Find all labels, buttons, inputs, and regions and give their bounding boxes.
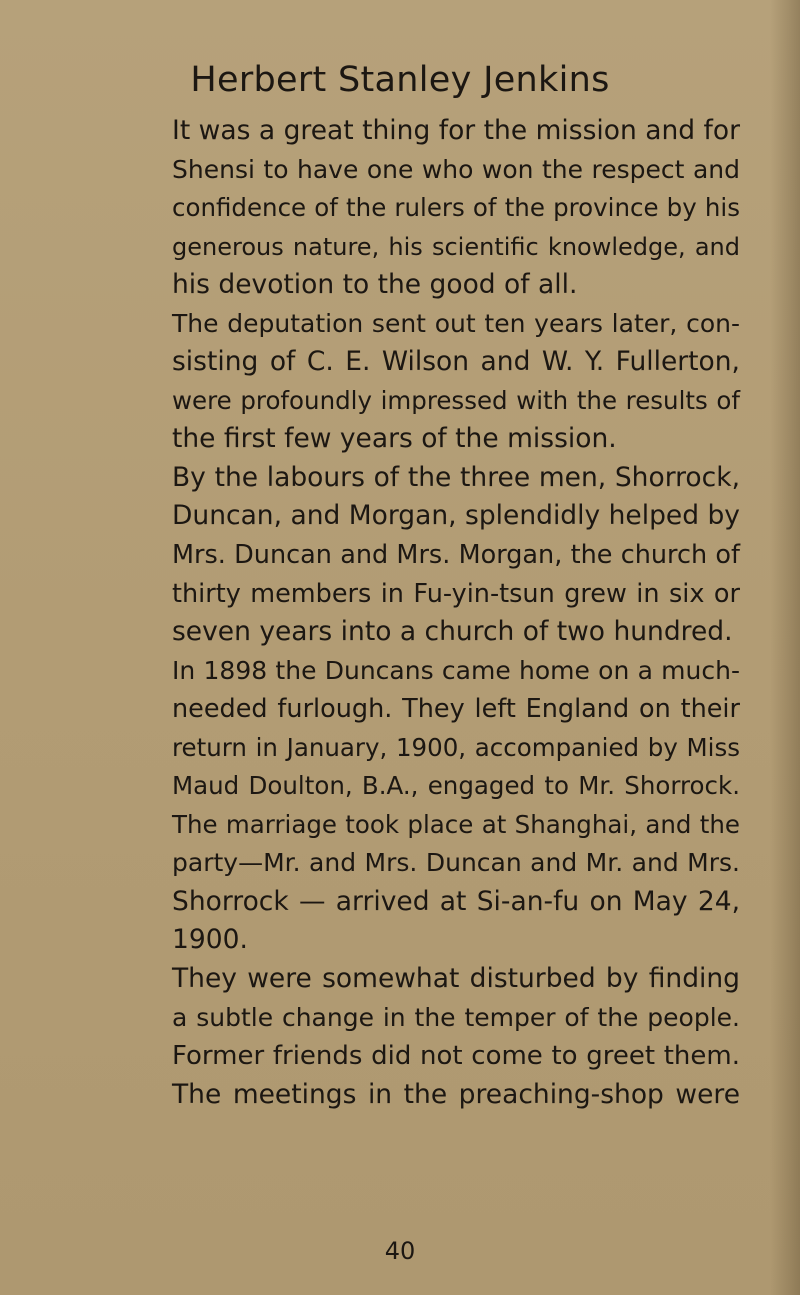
text-line: Maud Doulton, B.A., engaged to Mr. Shorrock.	[172, 771, 740, 801]
text-line: Shensi to have one who won the respect and	[172, 154, 740, 184]
text-line: his devotion to the good of all.	[172, 269, 578, 301]
text-line: In 1898 the Duncans came home on a much-	[172, 655, 740, 685]
text-line: the first few years of the mission.	[172, 423, 617, 455]
text-line: needed furlough. They left England on their	[172, 694, 740, 725]
text-line: generous nature, his scientific knowledge, and	[172, 232, 740, 261]
text-line: a subtle change in the temper of the people.	[172, 1002, 740, 1032]
text-line: By the labours of the three men, Shorrock,	[172, 461, 740, 493]
text-line: 1900.	[172, 924, 248, 956]
text-line: Mrs. Duncan and Mrs. Morgan, the church of	[172, 540, 740, 571]
text-line: The marriage took place at Shanghai, and the	[172, 809, 740, 839]
text-line: The meetings in the preaching-shop were	[172, 1078, 740, 1110]
text-line: It was a great thing for the mission and for	[172, 115, 740, 146]
text-line: party—Mr. and Mrs. Duncan and Mr. and Mrs.	[172, 848, 740, 878]
text-line: confidence of the rulers of the province by his	[172, 193, 740, 223]
text-line: sisting of C. E. Wilson and W. Y. Fullerton,	[172, 346, 740, 378]
text-line: The deputation sent out ten years later, con-	[172, 308, 740, 338]
text-line: Former friends did not come to greet them.	[172, 1041, 740, 1072]
text-line: They were somewhat disturbed by finding	[172, 963, 740, 995]
text-line: return in January, 1900, accompanied by Miss	[172, 732, 740, 762]
text-line: seven years into a church of two hundred.	[172, 616, 733, 648]
text-line: Shorrock — arrived at Si-an-fu on May 24,	[172, 885, 740, 917]
body-text	[172, 112, 740, 1114]
running-head: Herbert Stanley Jenkins	[190, 60, 610, 100]
text-line: were profoundly impressed with the results of	[172, 385, 740, 415]
text-line: Duncan, and Morgan, splendidly helped by	[172, 500, 740, 532]
page-number: 40	[384, 1237, 416, 1265]
text-line: thirty members in Fu-yin-tsun grew in six or	[172, 578, 740, 609]
